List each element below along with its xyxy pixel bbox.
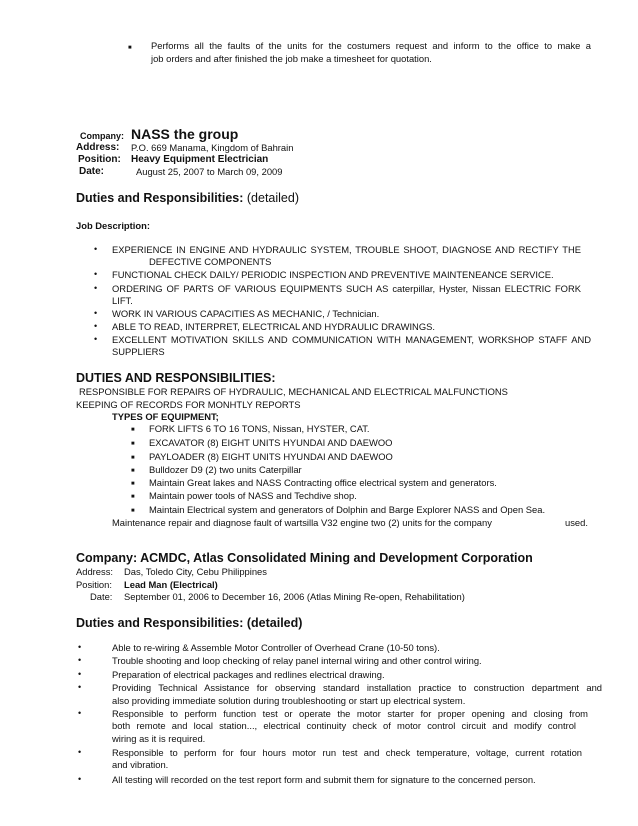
responsibility-line-2: KEEPING OF RECORDS FOR MONHTLY REPORTS <box>76 399 301 410</box>
job-item-1-line-2: DEFECTIVE COMPONENTS <box>149 256 272 267</box>
duties-heading <box>76 190 299 206</box>
acmdc-duty-2: Trouble shooting and loop checking of relay panel internal wiring and other control wiring. <box>112 655 482 666</box>
maintenance-used: used. <box>565 517 588 528</box>
acmdc-duty-1: Able to re-wiring & Assemble Motor Controller of Overhead Crane (10-50 tons). <box>112 642 440 653</box>
square-bullet-icon: ■ <box>131 468 135 474</box>
job-item-4: WORK IN VARIOUS CAPACITIES AS MECHANIC, / Technician. <box>112 308 380 319</box>
equipment-item-4: Bulldozer D9 (2) two units Caterpillar <box>149 464 302 475</box>
top-bullet-line-2: job orders and after finished the job make a timesheet for quotation. <box>151 53 432 64</box>
acmdc-date-value: September 01, 2006 to December 16, 2006 (Atlas Mining Re-open, Rehabilitation) <box>124 591 465 602</box>
acmdc-duty-5-line-2: both remote and local station..., electrical continuity check of motor control circuit and modify control <box>112 720 576 731</box>
job-item-6-line-1: EXCELLENT MOTIVATION SKILLS AND COMMUNICATION WITH MANAGEMENT, WORKSHOP STAFF AND <box>112 334 591 345</box>
job-description-label: Job Description: <box>76 220 150 231</box>
acmdc-duty-3: Preparation of electrical packages and redlines electrical drawing. <box>112 669 385 680</box>
square-bullet-icon: ■ <box>131 494 135 500</box>
duties-heading-detail: (detailed) <box>246 191 299 205</box>
square-bullet-icon: ■ <box>131 427 135 433</box>
position-label: Position: <box>78 154 121 165</box>
square-bullet-icon: ■ <box>131 455 135 461</box>
job-item-2: FUNCTIONAL CHECK DAILY/ PERIODIC INSPECTION AND PREVENTIVE MAINTENEANCE SERVICE. <box>112 269 554 280</box>
equipment-item-7: Maintain Electrical system and generators of Dolphin and Barge Explorer NASS and Open Sea. <box>149 504 546 515</box>
dot-bullet-icon: • <box>94 321 98 331</box>
square-bullet-icon: ■ <box>131 508 135 514</box>
equipment-item-1: FORK LIFTS 6 TO 16 TONS, Nissan, HYSTER, CAT. <box>149 423 370 434</box>
job-item-3-line-1: ORDERING OF PARTS OF VARIOUS EQUIPMENTS SUCH AS caterpillar, Hyster, Nissan ELECTRIC FORK <box>112 283 581 294</box>
acmdc-duty-7: All testing will recorded on the test report form and submit them for signature to the concerned person. <box>112 774 536 785</box>
address-label: Address: <box>76 142 120 153</box>
top-bullet-line-1: Performs all the faults of the units for the costumers request and inform to the office to make a <box>151 40 591 51</box>
maintenance-line: Maintenance repair and diagnose fault of wartsilla V32 engine two (2) units for the company <box>112 517 492 528</box>
job-item-6-line-2: SUPPLIERS <box>112 346 165 357</box>
position-value: Heavy Equipment Electrician <box>131 154 269 165</box>
dot-bullet-icon: • <box>78 669 82 679</box>
acmdc-address-label: Address: <box>76 566 113 577</box>
acmdc-duty-4-line-2: also providing immediate solution during troubleshooting or start up electrical system. <box>112 695 466 706</box>
dot-bullet-icon: • <box>78 642 82 652</box>
dot-bullet-icon: • <box>78 774 82 784</box>
equipment-item-2: EXCAVATOR (8) EIGHT UNITS HYUNDAI AND DAEWOO <box>149 437 393 448</box>
dot-bullet-icon: • <box>94 244 98 254</box>
address-value: P.O. 669 Manama, Kingdom of Bahrain <box>131 142 294 153</box>
acmdc-date-label: Date: <box>90 591 113 602</box>
acmdc-address-value: Das, Toledo City, Cebu Philippines <box>124 566 267 577</box>
acmdc-position-label: Position: <box>76 579 112 590</box>
square-bullet-icon: ■ <box>131 481 135 487</box>
equipment-item-6: Maintain power tools of NASS and Techdive shop. <box>149 490 357 501</box>
acmdc-duty-6-line-1: Responsible to perform for four hours motor run test and check temperature, voltage, current rotation <box>112 747 582 758</box>
company-label: Company: <box>80 131 125 141</box>
dot-bullet-icon: • <box>94 269 98 279</box>
dot-bullet-icon: • <box>78 655 82 665</box>
dot-bullet-icon: • <box>94 308 98 318</box>
acmdc-duty-5-line-3: wiring as it is required. <box>112 733 206 744</box>
acmdc-duty-4-line-1: Providing Technical Assistance for observing standard installation practice to construction department and <box>112 682 602 693</box>
types-of-equipment-label: TYPES OF EQUIPMENT; <box>112 411 219 422</box>
responsibility-line-1: RESPONSIBLE FOR REPAIRS OF HYDRAULIC, MECHANICAL AND ELECTRICAL MALFUNCTIONS <box>79 386 508 397</box>
dot-bullet-icon: • <box>94 334 98 344</box>
date-value: August 25, 2007 to March 09, 2009 <box>136 166 283 177</box>
square-bullet-icon: ■ <box>128 45 132 51</box>
acmdc-company-line: Company: ACMDC, Atlas Consolidated Mining and Development Corporation <box>76 551 533 565</box>
dot-bullet-icon: • <box>94 283 98 293</box>
acmdc-duties-heading: Duties and Responsibilities: (detailed) <box>76 616 303 630</box>
dot-bullet-icon: • <box>78 708 82 718</box>
job-item-3-line-2: LIFT. <box>112 295 133 306</box>
duties-caps-heading: DUTIES AND RESPONSIBILITIES: <box>76 371 276 385</box>
acmdc-position-value: Lead Man (Electrical) <box>124 579 218 590</box>
square-bullet-icon: ■ <box>131 441 135 447</box>
dot-bullet-icon: • <box>78 682 82 692</box>
equipment-item-3: PAYLOADER (8) EIGHT UNITS HYUNDAI AND DAEWOO <box>149 451 393 462</box>
duties-heading-text: Duties and Responsibilities: <box>76 191 244 205</box>
job-item-5: ABLE TO READ, INTERPRET, ELECTRICAL AND HYDRAULIC DRAWINGS. <box>112 321 435 332</box>
acmdc-duty-6-line-2: and vibration. <box>112 759 169 770</box>
equipment-item-5: Maintain Great lakes and NASS Contracting office electrical system and generators. <box>149 477 497 488</box>
dot-bullet-icon: • <box>78 747 82 757</box>
job-item-1-line-1: EXPERIENCE IN ENGINE AND HYDRAULIC SYSTEM, TROUBLE SHOOT, DIAGNOSE AND RECTIFY THE <box>112 244 581 255</box>
company-name: NASS the group <box>131 126 239 142</box>
date-label: Date: <box>79 166 105 177</box>
acmdc-duty-5-line-1: Responsible to perform function test or operate the motor starter for proper opening and closing from <box>112 708 588 719</box>
